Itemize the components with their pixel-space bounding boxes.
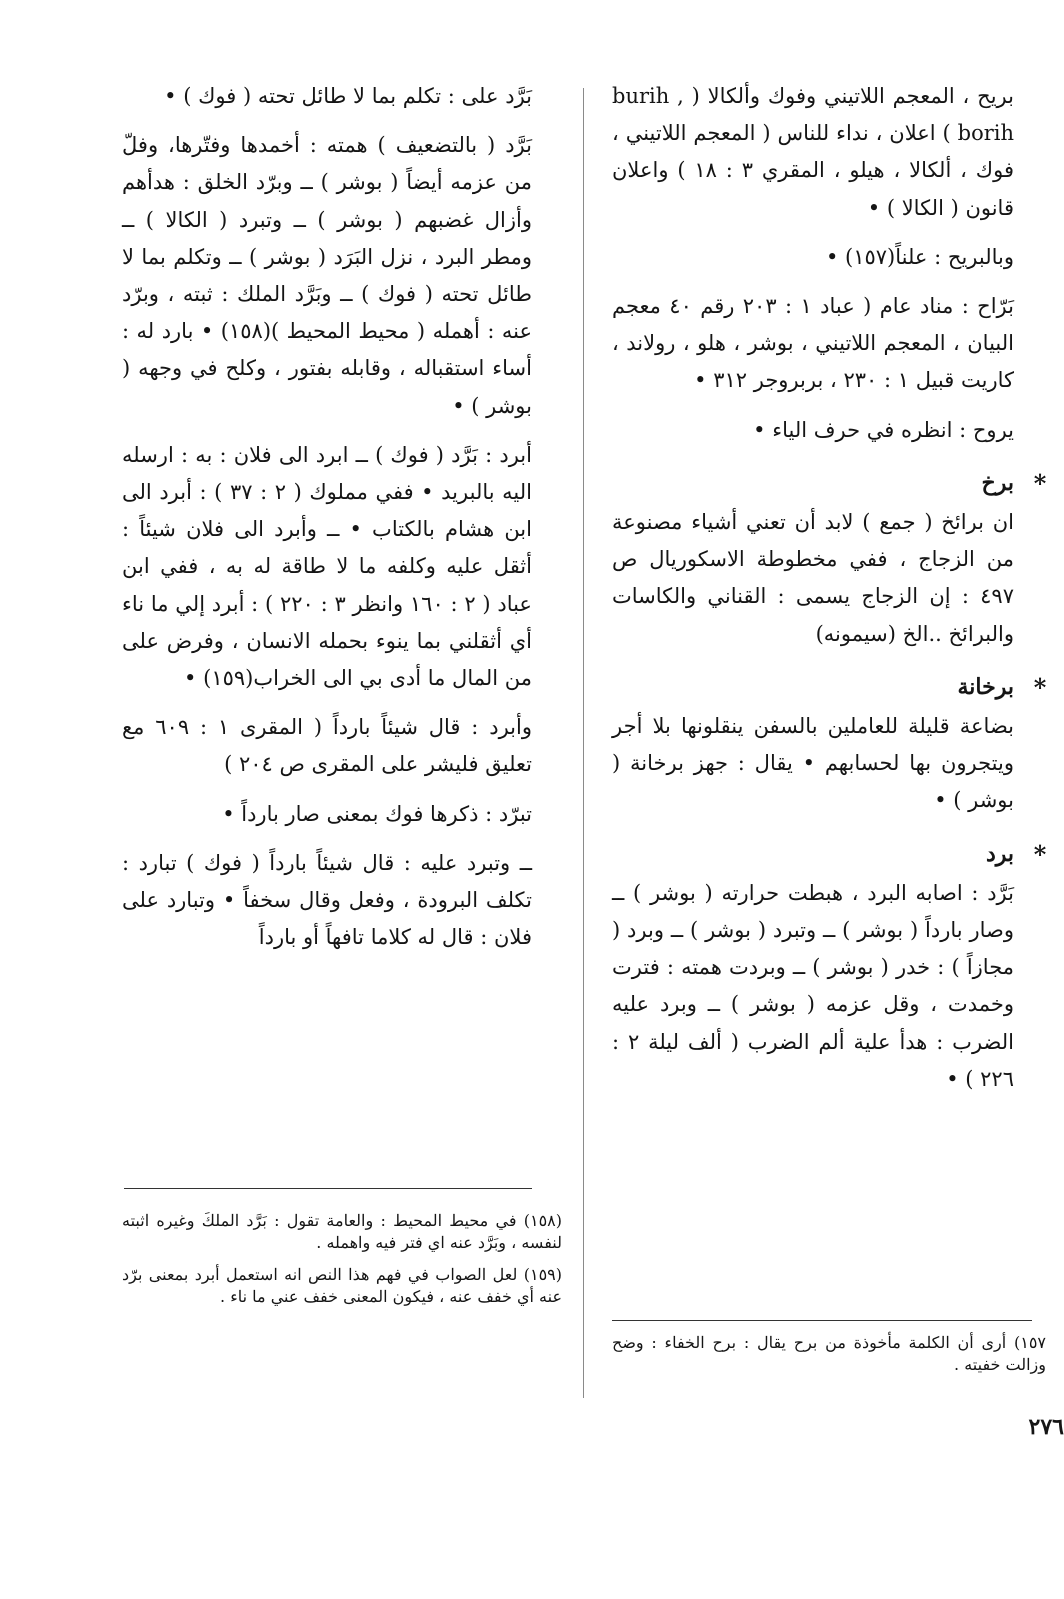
- entry-tabarad: ــ وتبرد عليه : قال شيئاً بارداً ( فوك ) تبارد : تكلف البرودة ، وفعل وقال سخفاً • وتبارد على فلان : قال له كلاما تافهاً أو بارداً: [122, 850, 532, 950]
- headword-text: برد: [985, 840, 1014, 867]
- headword-barkh: [612, 465, 1047, 502]
- page-number: ٢٧٦: [1028, 1414, 1064, 1440]
- asterisk-icon: *: [1033, 468, 1047, 498]
- right-column: [612, 78, 1047, 1110]
- entry-abrad: أبرد : بَرَّد ( فوك ) ــ ابرد الى فلان : به : ارسله اليه بالبريد • ففي مملوك ( ٢ : ٣٧ ) : أبرد الى ابن هشام بالكتاب • ــ وأبرد الى فلان شيئاً : أثقل عليه وكلفه ما لا طاقة له به ، ففي ابن عباد ( ٢ : ١٦٠ وانظر ٣ : ٢٢٠ ) : أبرد إلي ما ناء أي أثقلني بما ينوء بحمله الانسان ، وفرض على من المال ما أدى بي الى الخراب(١٥٩) •: [122, 442, 532, 691]
- headword-text: برخانة: [957, 673, 1014, 700]
- entry-bialburih: وبالبريح : علناً(١٥٧) •: [825, 244, 1014, 269]
- footnotes-right: [612, 1332, 1046, 1386]
- footnote-rule-left: [124, 1188, 532, 1189]
- entry-bard-body: بَرَّد : اصابه البرد ، هبطت حرارته ( بوشر ) ــ وصار بارداً ( بوشر ) ــ وتبرد ( بوشر ) ــ وبرد ( مجازاً ) : خدر ( بوشر ) ــ وبردت همته : فترت وخمدت ، وقل عزمه ( بوشر ) ــ وبرد عليه الضرب : هدأ علية ألم الضرب ( ألف ليلة ٢ : ٢٢٦ ) •: [612, 880, 1014, 1091]
- entry-barrad-ala: بَرَّد على : تكلم بما لا طائل تحته ( فوك ) •: [164, 84, 532, 108]
- footnote-159: (١٥٩) لعل الصواب في فهم هذا النص انه استعمل أبرد بمعنى برّد عنه أي خفف عنه ، فيكون المعنى خفف عني ما ناء .: [122, 1265, 562, 1306]
- entry-barkh-body: ان برائخ ( جمع ) لابد أن تعني أشياء مصنوعة من الزجاج ، ففي مخطوطة الاسكوريال ص ٤٩٧ : إن الزجاج يسمى : القناني والكاسات والبرائخ ..الخ (سيمونه): [612, 510, 1014, 646]
- entry-barrad-tadif: بَرَّد ( بالتضعيف ) همته : أخمدها وفتّرها، وفلّ من عزمه أيضاً ( بوشر ) ــ وبرّد الخلق : هدأهم وأزال غضبهم ( بوشر ) ــ وتبرد ( الكالا ) ــ ومطر البرد ، نزل البَرَد ( بوشر ) ــ وتكلم بما لا طائل تحته ( فوك ) ــ وبَرَّد الملك : ثبته ، وبرّد عنه : أهمله ( محيط المحيط )(١٥٨) • بارد له : أساء استقباله ، وقابله بفتور ، وكلح في وجهه ( بوشر ) •: [122, 133, 532, 418]
- column-divider: [583, 88, 584, 1398]
- footnote-157: ١٥٧) أرى أن الكلمة مأخوذة من برح يقال : برح الخفاء : وضح وزالت خفيته .: [612, 1333, 1046, 1374]
- footnote-rule-right: [612, 1320, 1032, 1321]
- footnote-158: (١٥٨) في محيط المحيط : والعامة تقول : بَرَّد الملكَ وغيره اثبته لنفسه ، وبَرَّد عنه اي فتر فيه واهمله .: [122, 1211, 563, 1252]
- headword-text: برخ: [981, 469, 1014, 496]
- headword-bard: [612, 836, 1047, 873]
- asterisk-icon: *: [1033, 672, 1047, 702]
- asterisk-icon: *: [1033, 839, 1047, 869]
- entry-wa-abrad: وأبرد : قال شيئاً بارداً ( المقرى ١ : ٦٠٩ مع تعليق فليشر على المقرى ص ٢٠٤ ): [122, 715, 532, 777]
- entry-barrah: بَرّاح : مناد عام ( عباد ١ : ٢٠٣ رقم ٤٠ معجم البيان ، المعجم اللاتيني ، بوشر ، هلو ، رولاند ، كاريت قبيل ١ : ٢٣٠ ، بربروجر ٣١٢ •: [612, 294, 1014, 393]
- entry-barkhana-body: بضاعة قليلة للعاملين بالسفن ينقلونها بلا أجر ويتجرون بها لحسابهم • يقال : جهز برخانة ( بوشر ) •: [612, 714, 1014, 813]
- entry-yaruh: يروح : انظره في حرف الياء •: [753, 417, 1014, 442]
- entry-tabarrad: تبرّد : ذكرها فوك بمعنى صار بارداً •: [222, 801, 532, 826]
- headword-barkhana: [612, 669, 1047, 706]
- left-column: [122, 78, 532, 968]
- entry-burih: بريح ، المعجم اللاتيني وفوك وألكالا ( burih , borih ) اعلان ، نداء للناس ( المعجم اللاتيني ، فوك ، ألكالا ، هيلو ، المقري ٣ : ١٨ ) واعلان قانون ( الكالا ) •: [612, 84, 1014, 220]
- footnotes-left: [122, 1210, 562, 1318]
